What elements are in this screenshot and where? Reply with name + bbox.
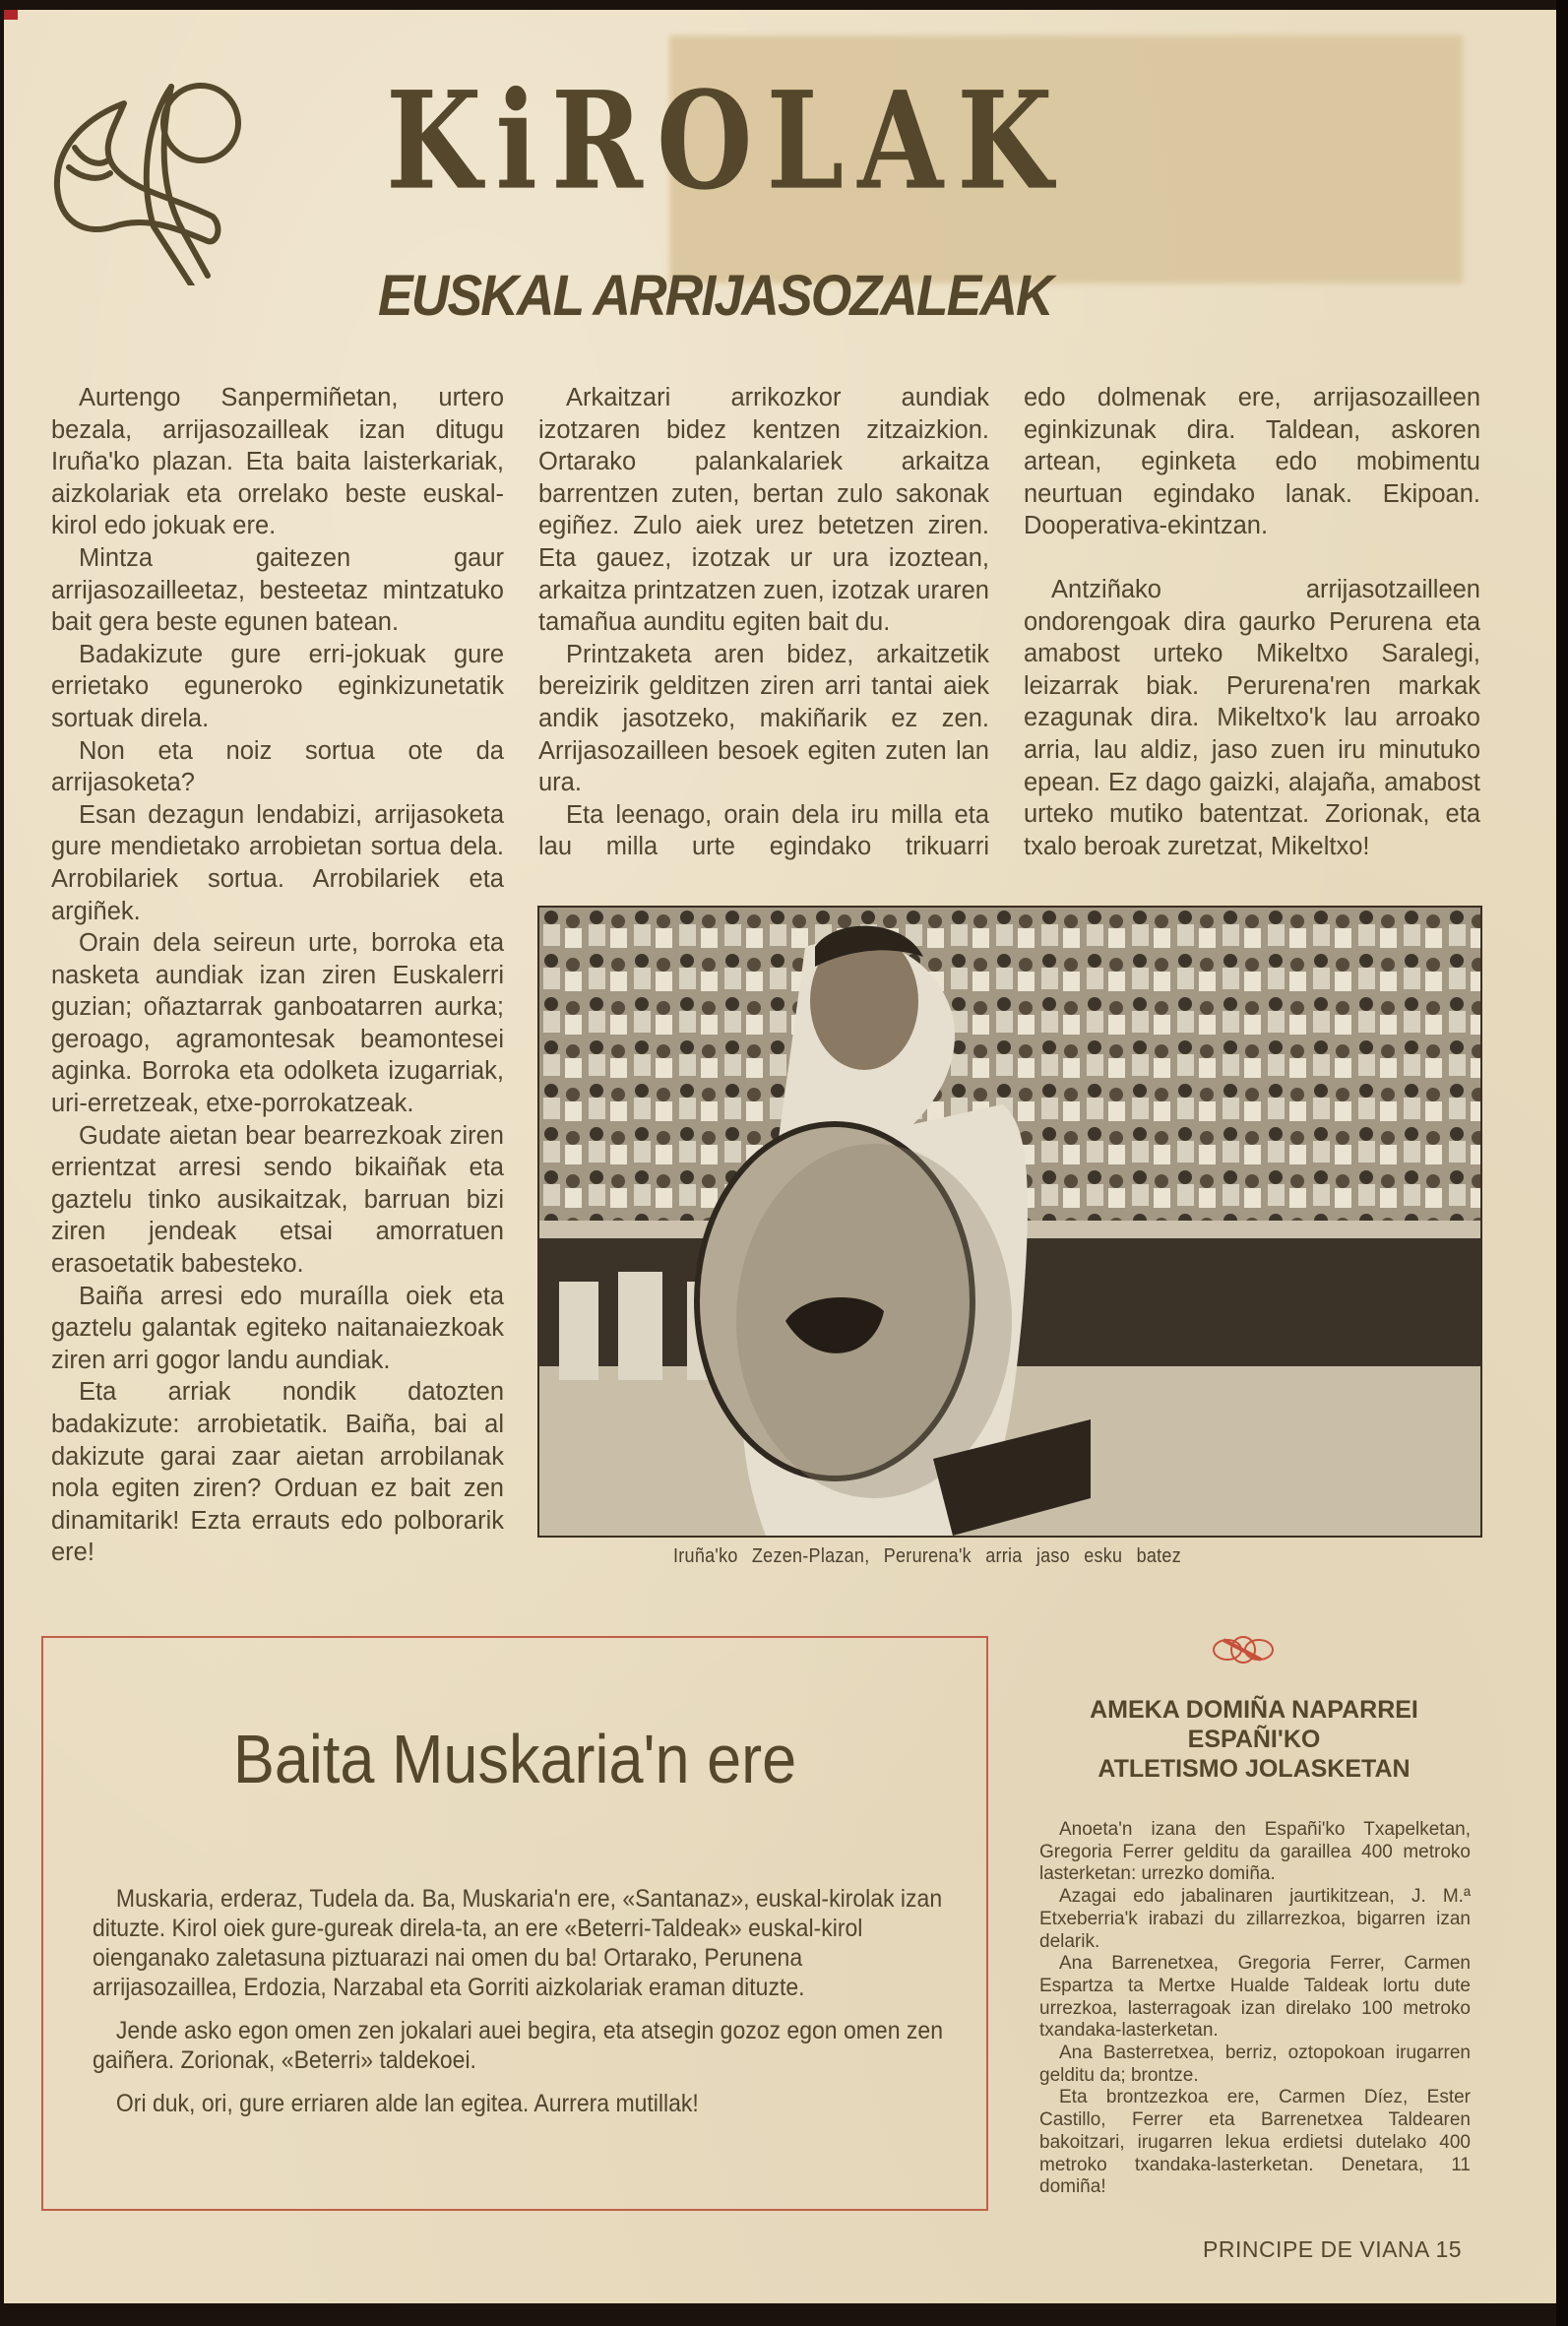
stone-lifter-photo-illustration (539, 908, 1480, 1536)
article-photo (537, 906, 1482, 1538)
article-headline: EUSKAL ARRIJASOZALEAK (378, 264, 1052, 328)
paragraph: Muskaria, erderaz, Tudela da. Ba, Muskaria'n ere, «Santanaz», euskal-kirolak izan dituzte. Kirol oiek gure-gureak direla-ta, an ere «Beterri-Taldeak» euskal-kirol oienganako zaletasuna piztuarazi nai omen du ba! Ortarako, Perunena arrijasozaillea, Erdozia, Narzabal eta Gorriti aizkolariak eraman dituzte. (93, 1885, 943, 2001)
boxed-article-title: Baita Muskaria'n ere (232, 1721, 797, 1797)
publication-name: PRINCIPE DE VIANA (1203, 2236, 1429, 2262)
interlaced-rings-ornament-icon (1210, 1634, 1277, 1666)
article-column-1 (51, 382, 504, 1569)
paragraph: Ori duk, ori, gure erriaren alde lan egitea. Aurrera mutillak! (115, 2090, 699, 2117)
paragraph: Aurtengo Sanpermiñetan, urtero bezala, arrijasozailleak izan ditugu Iruña'ko plazan. Eta baita laisterkariak, aizkolariak eta orrelako beste euskal-kirol edo jokuak ere. (51, 384, 504, 540)
paragraph: Badakizute gure erri-jokuak gure errietako eguneroko eginkizunetatik sortuak direla. (51, 640, 504, 732)
article-column-2 (538, 382, 989, 863)
photo-caption: Iruña'ko Zezen-Plazan, Perurena'k arria jaso esku batez (673, 1545, 1181, 1567)
paragraph: Azagai edo jabalinaren jaurtikitzean, J. M.ª Etxeberria'k irabazi du zillarrezkoa, bigarren izan delarik. (1039, 1886, 1471, 1952)
page-number: 15 (1435, 2236, 1463, 2262)
boxed-article-body (93, 1884, 947, 2132)
page-footer (1203, 2236, 1462, 2263)
basque-rural-sports-emblem-icon (45, 79, 291, 285)
section-title: KiROLAK (386, 62, 1067, 220)
side-article-title: AMEKA DOMIÑA NAPARREI ESPAÑI'KO ATLETISMO JOLASKETAN (1090, 1696, 1418, 1783)
page-corner-mark (4, 10, 18, 20)
paragraph: Eta brontzezkoa ere, Carmen Díez, Ester Castillo, Ferrer eta Barrenetxea Taldearen bakoitzari, irugarren lekua erdietsi dutelako 400 metroko txandaka-lasterketan. Denetara, 11 domiña! (1039, 2087, 1471, 2198)
paragraph: edo dolmenak ere, arrijasozailleen eginkizunak dira. Taldean, askoren artean, eginketa edo mobimentu neurtuan egindako lanak. Ekipoan. Dooperativa-ekintzan. (1024, 384, 1480, 540)
side-article-body (1039, 1819, 1471, 2199)
paragraph: Esan dezagun lendabizi, arrijasoketa gure mendietako arrobietan sortua dela. Arrobilariek sortua. Arrobilariek eta argiñek. (51, 800, 504, 925)
boxed-article (41, 1636, 988, 2211)
paragraph: Gudate aietan bear bearrezkoak ziren errientzat arresi sendo bikaiñak eta gaztelu tinko ausikaitzak, barruan bizi ziren jendeak etsai amorratuen erasoetatik babesteko. (51, 1121, 504, 1279)
scan-edge (1556, 0, 1568, 2326)
paragraph: Baiña arresi edo muraílla oiek eta gaztelu galantak egiteko naitanaiezkoak ziren arri gogor landu aundiak. (51, 1282, 504, 1374)
paragraph: Printzaketa aren bidez, arkaitzetik bereizirik gelditzen ziren arri tantai aiek andik jasotzeko, makiñarik ez zen. Arrijasozailleen besoek egiten zuten lan ura. (538, 640, 989, 797)
paragraph: Eta arriak nondik datozten badakizute: arrobietatik. Baiña, bai al dakizute garai zaar aietan arrobilanak nola egiten ziren? Orduan ez bait zen dinamitarik! Ezta errauts edo polborarik ere! (51, 1378, 504, 1567)
paragraph: Antziñako arrijasotzailleen ondorengoak dira gaurko Perurena eta amabost urteko Mikeltxo Saralegi, leizarrak biak. Perurena'ren markak ezagunak dira. Mikeltxo'k lau arroako arria, lau aldiz, jaso zuen iru minutuko epean. Ez dago gaizki, alajaña, amabost urteko mutiko batentzat. Zorionak, eta txalo beroak zuretzat, Mikeltxo! (1024, 575, 1480, 860)
magazine-page (4, 10, 1556, 2303)
article-column-3 (1024, 382, 1480, 862)
paragraph: Anoeta'n izana den Españi'ko Txapelketan, Gregoria Ferrer gelditu da garaillea 400 metroko lasterketan: urrezko domiña. (1039, 1819, 1471, 1885)
paragraph: Non eta noiz sortua ote da arrijasoketa? (51, 736, 504, 797)
paragraph: Jende asko egon omen zen jokalari auei begira, eta atsegin gozoz egon omen zen gaiñera. Zorionak, «Beterri» taldekoei. (93, 2017, 943, 2074)
paragraph: Mintza gaitezen gaur arrijasozailleetaz, besteetaz mintzatuko bait gera beste egunen batean. (51, 543, 504, 637)
paragraph: Orain dela seireun urte, borroka eta nasketa aundiak izan ziren Euskalerri guzian; oñaztarrak ganboatarren aurka; geroago, agramontesak beamontesei aginka. Borroka eta odolketa izugarriak, uri-erretzeak, etxe-porrokatzeak. (51, 929, 504, 1118)
paragraph: Ana Barrenetxea, Gregoria Ferrer, Carmen Espartza ta Mertxe Hualde Taldeak lortu dute urrezkoa, lasterragoak izan direlako 100 metroko txandaka-lasterketan. (1039, 1953, 1471, 2042)
paragraph: Eta leenago, orain dela iru milla eta lau milla urte egindako trikuarri (538, 800, 989, 861)
paragraph: Ana Basterretxea, berriz, oztopokoan irugarren gelditu da; brontze. (1039, 2043, 1471, 2086)
paragraph: Arkaitzari arrikozkor aundiak izotzaren bidez kentzen zitzaizkion. Ortarako palankalariek arkaitza barrentzen zuten, bertan zulo sakonak egiñez. Zulo aiek urez betetzen ziren. Eta gauez, izotzak ur ura izoztean, arkaitza printzatzen zuen, izotzak uraren tamañua aunditu egiten bait du. (538, 384, 989, 637)
